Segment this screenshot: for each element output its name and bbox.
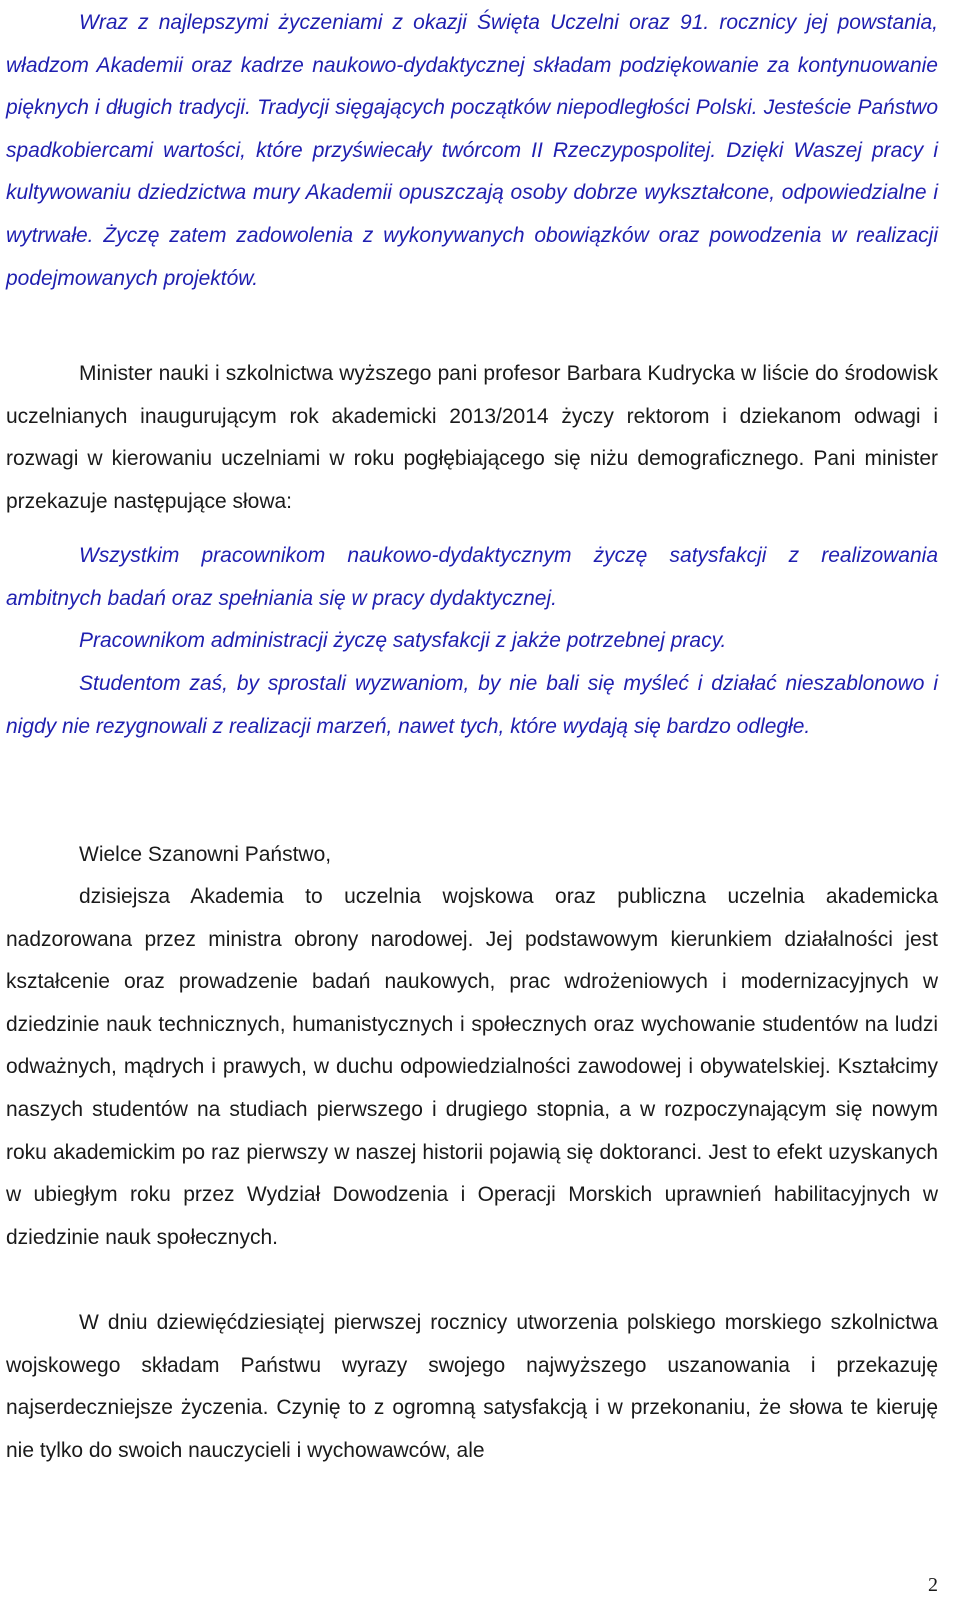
quote-academic-staff: Wszystkim pracownikom naukowo-dydaktycznym życzę satysfakcji z realizowania ambitnych badań oraz spełniania się w pracy dydaktycznej.	[6, 544, 938, 610]
minister-letter-paragraph: Minister nauki i szkolnictwa wyższego pani profesor Barbara Kudrycka w liście do środowisk uczelnianych inaugurującym rok akademicki 2013/2014 życzy rektorom i dziekanom odwagi i rozwagi w kierowaniu uczelniami w roku pogłębiającego się niżu demograficznego. Pani minister przekazuje następujące słowa:	[6, 362, 938, 513]
salutation: Wielce Szanowni Państwo,	[79, 843, 332, 866]
academy-description-paragraph: dzisiejsza Akademia to uczelnia wojskowa oraz publiczna uczelnia akademicka nadzorowana przez ministra obrony narodowej. Jej podstawowym kierunkiem działalności jest kształcenie oraz prowadzenie badań naukowych, prac wdrożeniowych i modernizacyjnych w dziedzinie nauk technicznych, humanistycznych i społecznych oraz wychowanie studentów na ludzi odważnych, mądrych i prawych, w duchu odpowiedzialności zawodowej i obywatelskiej. Kształcimy naszych studentów na studiach pierwszego i drugiego stopnia, a w rozpoczynającym się nowym roku akademickim po raz pierwszy w naszej historii pojawią się doktoranci. Jest to efekt uzyskanych w ubiegłym roku przez Wydział Dowodzenia i Operacji Morskich uprawnień habilitacyjnych w dziedzinie nauk społecznych.	[6, 885, 938, 1249]
quote-students: Studentom zaś, by sprostali wyzwaniom, by nie bali się myśleć i działać nieszablonowo i nigdy nie rezygnowali z realizacji marzeń, nawet tych, które wydają się bardzo odległe.	[6, 672, 938, 738]
quote-administration-staff: Pracownikom administracji życzę satysfakcji z jakże potrzebnej pracy.	[79, 629, 727, 652]
page-number: 2	[928, 1574, 938, 1596]
anniversary-paragraph: W dniu dziewięćdziesiątej pierwszej rocznicy utworzenia polskiego morskiego szkolnictwa wojskowego składam Państwu wyrazy swojego najwyższego uszanowania i przekazuję najserdeczniejsze życzenia. Czynię to z ogromną satysfakcją i w przekonaniu, że słowa te kieruję nie tylko do swoich nauczycieli i wychowawców, ale	[6, 1311, 938, 1462]
greeting-paragraph: Wraz z najlepszymi życzeniami z okazji Święta Uczelni oraz 91. rocznicy jej powstania, władzom Akademii oraz kadrze naukowo-dydaktycznej składam podziękowanie za kontynuowanie pięknych i długich tradycji. Tradycji sięgających początków niepodległości Polski. Jesteście Państwo spadkobiercami wartości, które przyświecały twórcom II Rzeczypospolitej. Dzięki Waszej pracy i kultywowaniu dziedzictwa mury Akademii opuszczają osoby dobrze wykształcone, odpowiedzialne i wytrwałe. Życzę zatem zadowolenia z wykonywanych obowiązków oraz powodzenia w realizacji podejmowanych projektów.	[6, 11, 938, 290]
